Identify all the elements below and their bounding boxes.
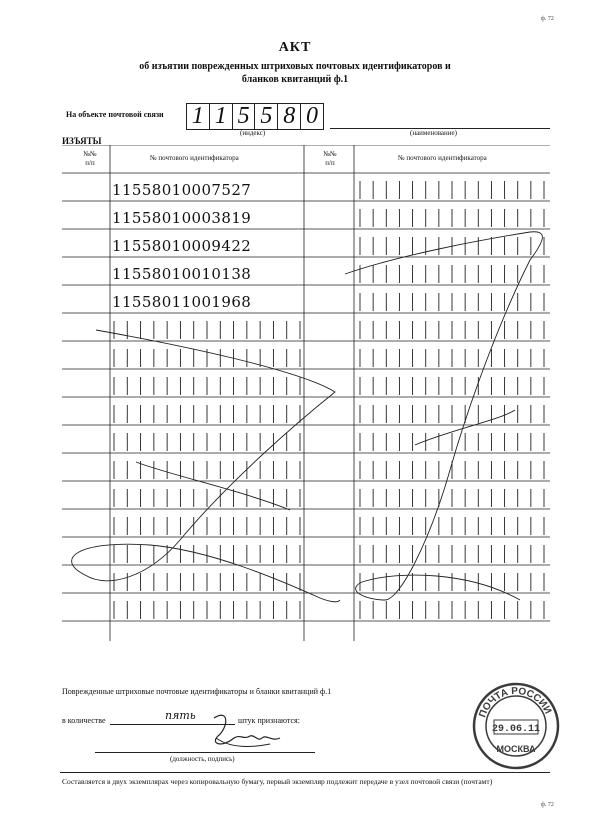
barcode-number: 11558010007527 — [112, 181, 252, 199]
quantity-value: пять — [165, 709, 196, 722]
col-number-right-header-line1: №№ — [323, 150, 337, 158]
index-caption: (индекс) — [240, 129, 266, 137]
seized-label: ИЗЪЯТЫ — [62, 136, 102, 146]
index-digit: 8 — [278, 104, 301, 129]
col-number-header-line2: п/п — [85, 159, 95, 167]
svg-text:ПОЧТА РОССИИ — [477, 686, 553, 719]
index-digit: 5 — [255, 104, 278, 129]
footer-text: Составляется в двух экземплярах через копировальную бумагу, первый экземпляр подлежит передаче в узел почтовой связи (почтамт) — [62, 777, 493, 786]
barcode-number: 11558011001968 — [112, 293, 252, 311]
barcode-number: 11558010009422 — [112, 237, 252, 255]
damaged-text: Поврежденные штриховые почтовые идентификаторы и бланки квитанций ф.1 — [62, 687, 332, 696]
stamp-city-text: МОСКВА — [496, 744, 536, 754]
index-digit: 0 — [306, 103, 319, 129]
document-subtitle-line2: бланков квитанций ф.1 — [241, 74, 349, 85]
index-digit: 1 — [210, 104, 233, 129]
form-code-bottom: ф. 72 — [541, 802, 554, 808]
col-id-right-header: № почтового идентификатора — [398, 154, 487, 162]
quantity-label: в количестве — [62, 716, 106, 725]
signature-icon — [200, 708, 290, 758]
index-digit: 1 — [187, 104, 210, 129]
object-label: На объекте почтовой связи — [66, 110, 164, 119]
document-title: АКТ — [278, 40, 312, 55]
index-digit: 5 — [233, 104, 256, 129]
position-underline — [95, 752, 315, 753]
col-id-header: № почтового идентификатора — [150, 154, 239, 162]
col-number-right-header-line2: п/п — [325, 159, 335, 167]
cross-out-stroke — [415, 410, 515, 445]
barcode-number: 11558010010138 — [112, 265, 252, 283]
footer-divider — [60, 772, 550, 773]
quantity-suffix: штук признаются: — [238, 716, 300, 725]
form-code-top: ф. 72 — [541, 16, 554, 22]
cross-out-stroke — [345, 232, 542, 600]
barcode-number: 11558010003819 — [112, 209, 252, 227]
col-number-header-line1: №№ — [83, 150, 97, 158]
stamp-date-text: 29.06.11 — [491, 724, 541, 735]
postal-stamp-icon — [470, 680, 562, 772]
stamp-top-text: ПОЧТА РОССИИ — [477, 685, 554, 720]
name-caption: (наименование) — [410, 129, 457, 137]
document-subtitle-line1: об изъятии поврежденных штриховых почтовых идентификаторов и — [139, 61, 451, 72]
position-caption: (должность, подпись) — [170, 755, 235, 763]
cross-out-stroke — [72, 330, 340, 602]
